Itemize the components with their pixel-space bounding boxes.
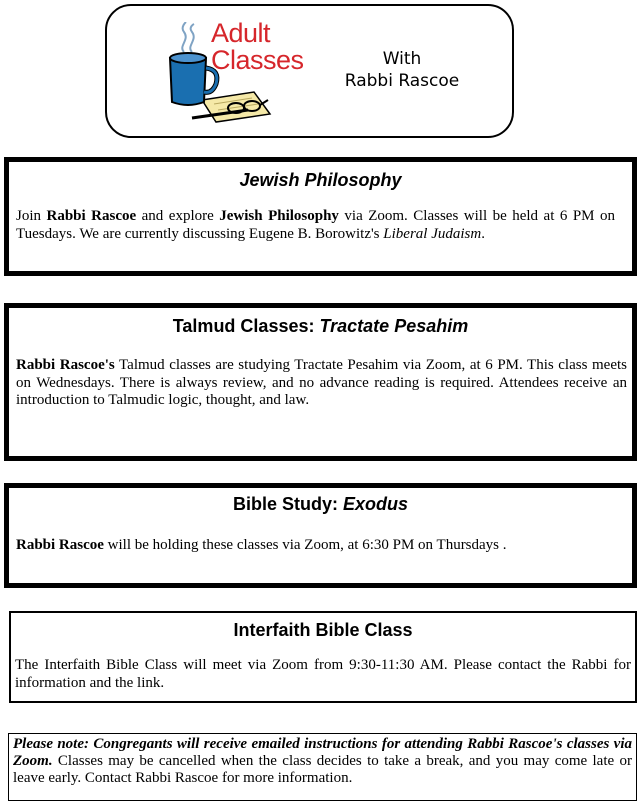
text: Talmud classes are studying Tractate Pesahim via Zoom, at 6 PM. This class meets on Wednesdays. There is always review, and no advance reading is required. Attendees receive an introduction to Talmudic logic, thought, and law.	[16, 357, 627, 408]
class-title: Interfaith Bible Class	[233, 620, 413, 640]
with-label: With	[382, 49, 422, 69]
class-title: Jewish Philosophy	[239, 170, 402, 190]
class-title	[9, 493, 632, 515]
book-title: Liberal Judaism	[383, 225, 482, 242]
class-description: The Interfaith Bible Class will meet via Zoom from 9:30-11:30 AM. Please contact the Rabbi for information and the link.	[15, 657, 631, 691]
bold-text: Jewish Philosophy	[219, 208, 339, 224]
note-lead: Please note: Congregants will receive emailed instructions for attending Rabbi Rascoe's classes via Zoom.	[13, 736, 632, 769]
class-box-bible-study	[4, 483, 637, 588]
text: Join	[16, 208, 47, 224]
class-box-interfaith	[9, 611, 637, 703]
note-text: Classes may be cancelled when the class decides to take a break, and you may come late or leave early. Contact Rabbi Rascoe for more information.	[13, 753, 632, 786]
class-box-jewish-philosophy	[4, 157, 637, 276]
note-box	[8, 733, 637, 801]
logo-title	[211, 20, 321, 74]
text: via Zoom. Classes will be held at 6 PM on Tuesdays. We are currently discussing Eugene B. Borowitz's	[16, 208, 615, 242]
logo-title-line2: Classes	[211, 45, 304, 75]
class-description	[16, 537, 622, 555]
class-title-subject: Tractate Pesahim	[319, 316, 469, 336]
text: .	[481, 225, 485, 242]
class-title-subject: Exodus	[343, 494, 409, 514]
bold-text: Rabbi Rascoe	[16, 537, 104, 553]
text: will be holding these classes via Zoom, at 6:30 PM on Thursdays .	[103, 537, 507, 553]
class-title	[9, 315, 632, 337]
text: and explore	[136, 208, 220, 224]
teacher-credit	[337, 48, 467, 92]
header-banner	[105, 4, 514, 138]
class-description	[16, 208, 615, 243]
class-box-talmud	[4, 303, 637, 461]
bold-text: Rabbi Rascoe	[46, 208, 137, 224]
teacher-name: Rabbi Rascoe	[344, 71, 460, 91]
class-title-main: Talmud Classes:	[172, 316, 320, 336]
bold-text: Rabbi Rascoe's	[16, 357, 115, 373]
class-title-main: Bible Study:	[232, 494, 343, 514]
class-description	[16, 357, 627, 410]
logo-title-line1: Adult	[211, 18, 271, 48]
